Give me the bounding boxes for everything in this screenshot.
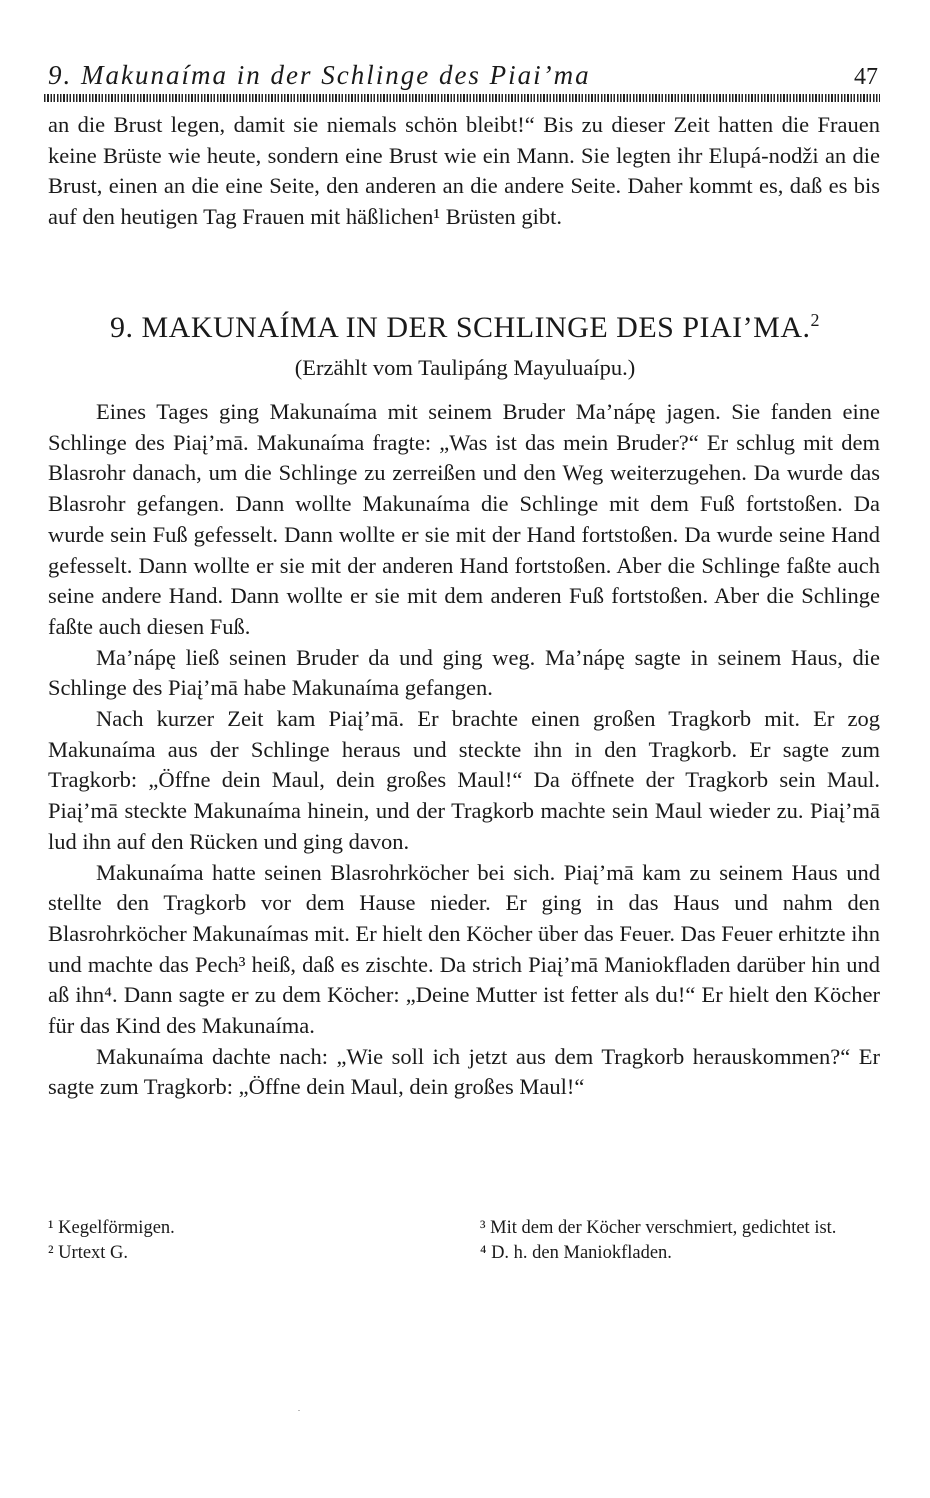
chapter-title-note: 2 bbox=[810, 310, 820, 330]
footnote-4: ⁴ D. h. den Maniokfladen. bbox=[480, 1243, 672, 1263]
footnotes bbox=[48, 1216, 880, 1296]
chapter-title-text: 9. MAKUNAÍMA IN DER SCHLINGE DES PIAI’MA. bbox=[110, 311, 811, 344]
footnotes-left-column bbox=[48, 1216, 428, 1266]
paragraph-1: Eines Tages ging Makunaíma mit seinem Bruder Ma’nápę jagen. Sie fanden eine Schlinge des Piaį’mā. Makunaíma fragte: „Was ist das mein Bruder?“ Er schlug mit dem Blasrohr danach, um die Schlinge zu zerreißen und den Weg weiterzugehen. Da wurde das Blasrohr gefangen. Dann wollte Makunaíma die Schlinge mit dem Fuß fortstoßen. Da wurde sein Fuß gefesselt. Dann wollte er sie mit der Hand fortstoßen. Da wurde seine Hand gefesselt. Dann wollte er sie mit der anderen Hand fortstoßen. Aber die Schlinge faßte auch seine andere Hand. Dann wollte er sie mit dem anderen Fuß fortstoßen. Aber die Schlinge faßte auch diesen Fuß. bbox=[48, 399, 880, 639]
chapter-body bbox=[48, 397, 880, 1103]
footnote-3: ³ Mit dem der Köcher verschmiert, gedichtet ist. bbox=[480, 1218, 837, 1238]
footnote-2: ² Urtext G. bbox=[48, 1243, 129, 1263]
continuation-text bbox=[48, 110, 880, 233]
footnote-1: ¹ Kegelförmigen. bbox=[48, 1218, 175, 1238]
footnotes-right-column bbox=[480, 1216, 880, 1266]
chapter-subtitle: (Erzählt vom Taulipáng Mayuluaípu.) bbox=[294, 355, 636, 380]
paper-speck bbox=[298, 1410, 300, 1411]
header-rule bbox=[44, 94, 880, 102]
paragraph-4: Makunaíma hatte seinen Blasrohrköcher bei sich. Piaį’mā kam zu seinem Haus und stellte den Tragkorb vor dem Hause nieder. Er ging in das Haus und nahm den Blasrohrköcher Makunaímas mit. Er hielt den Köcher über das Feuer. Das Feuer erhitzte ihn und machte das Pech³ heiß, daß es zischte. Da strich Piaį’mā Maniokfladen darüber hin und aß ihn⁴. Dann sagte er zu dem Köcher: „Deine Mutter ist fetter als du!“ Er hielt den Köcher für das Kind des Makunaíma. bbox=[48, 859, 880, 1039]
paragraph-2: Ma’nápę ließ seinen Bruder da und ging weg. Ma’nápę sagte in seinem Haus, die Schlinge des Piaį’mā habe Makunaíma gefangen. bbox=[48, 644, 880, 701]
paragraph-5: Makunaíma dachte nach: „Wie soll ich jetzt aus dem Tragkorb herauskommen?“ Er sagte zum Tragkorb: „Öffne dein Maul, dein großes Maul!“ bbox=[48, 1043, 880, 1100]
continuation-paragraph: an die Brust legen, damit sie niemals schön bleibt!“ Bis zu dieser Zeit hatten die Frauen keine Brüste wie heute, sondern eine Brust wie ein Mann. Sie legten ihr Elupá-nodži an die Brust, einen an die eine Seite, den anderen an die andere Seite. Daher kommt es, daß es bis auf den heutigen Tag Frauen mit häßlichen¹ Brüsten gibt. bbox=[48, 112, 880, 230]
chapter-title bbox=[0, 311, 930, 345]
paragraph-3: Nach kurzer Zeit kam Piaį’mā. Er brachte einen großen Tragkorb mit. Er zog Makunaíma aus der Schlinge heraus und steckte ihn in den Tragkorb. Er sagte zum Tragkorb: „Öffne dein Maul, dein großes Maul!“ Da öffnete der Tragkorb sein Maul. Piaį’mā steckte Makunaíma hinein, und der Tragkorb machte sein Maul wieder zu. Piaį’mā lud ihn auf den Rücken und ging davon. bbox=[48, 706, 880, 854]
running-head-title: 9. Makunaíma in der Schlinge des Piai’ma bbox=[48, 60, 591, 90]
page-number: 47 bbox=[854, 64, 878, 90]
running-head bbox=[48, 60, 878, 94]
